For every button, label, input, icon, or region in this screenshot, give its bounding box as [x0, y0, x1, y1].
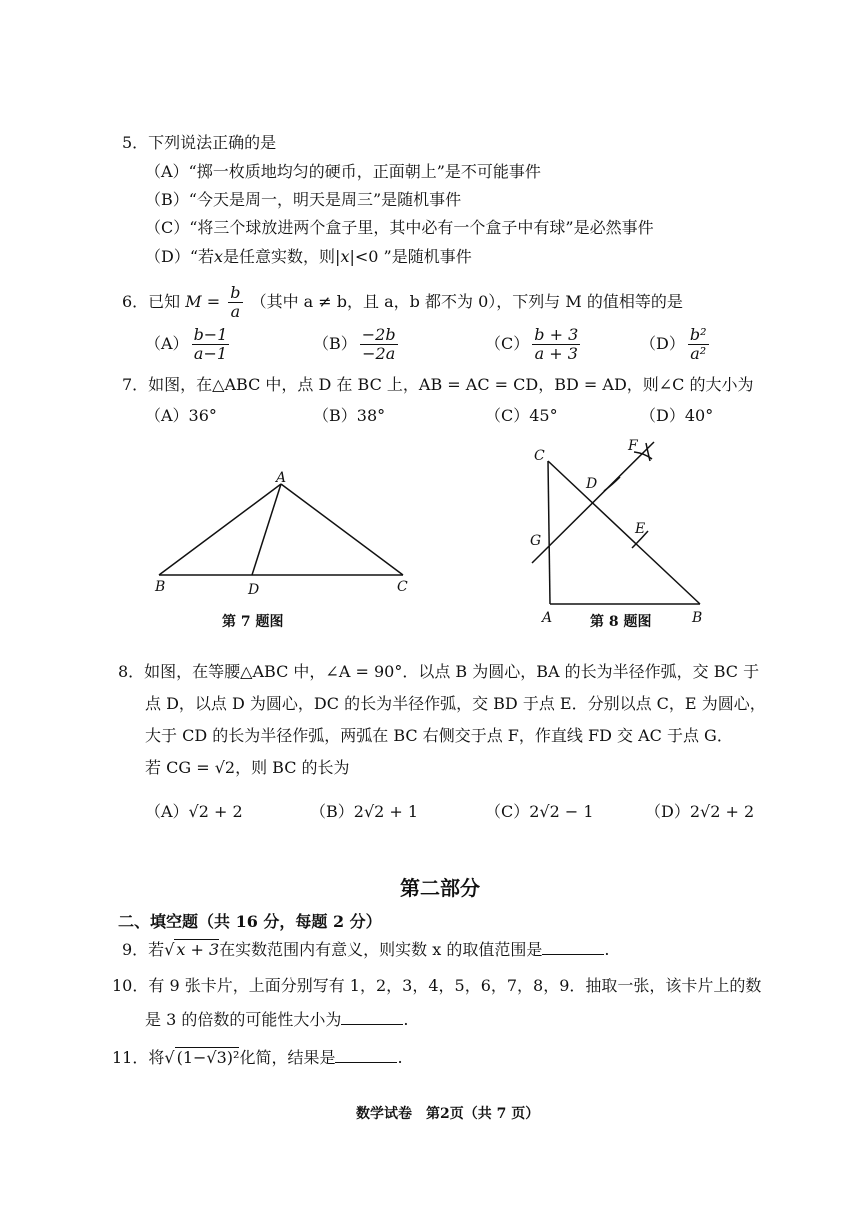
q5-option-a: （A）“掷一枚质地均匀的硬币，正面朝上”是不可能事件 — [145, 162, 541, 181]
figure-8 — [520, 435, 720, 625]
q6-fraction: $\frac{b}{a}$ — [230, 283, 241, 321]
fig8-side-cb — [548, 461, 700, 604]
q6-option-b: （B） $\frac{-2b}{-2a}$ — [313, 325, 396, 363]
q8-option-c: （C）2√2 − 1 — [485, 802, 594, 821]
fig8-arc-d — [604, 477, 620, 491]
fig7-label-b: B — [155, 579, 166, 595]
q7-option-c: （C）45° — [485, 406, 558, 425]
q5-d-pre: （D）“若 — [145, 247, 215, 266]
fig7-label-d: D — [248, 582, 260, 598]
q7-option-a: （A）36° — [145, 406, 217, 425]
q6-option-a: （A） $\frac{b-1}{a-1}$ — [145, 325, 228, 363]
q10-line-2-text: 是 3 的倍数的可能性大小为 — [145, 1010, 342, 1029]
fig8-caption: 第 8 题图 — [590, 614, 652, 630]
q5-d-var: x — [214, 247, 224, 266]
q5-option-b: （B）“今天是周一，明天是周三”是随机事件 — [145, 190, 462, 209]
q5-d-var2: x — [340, 247, 350, 266]
q10-answer-blank[interactable] — [341, 1008, 403, 1025]
q7-option-d: （D）40° — [640, 406, 714, 425]
q6-stem-pre: 6．已知 — [122, 292, 181, 311]
q8-line-2: 点 D，以点 D 为圆心，DC 的长为半径作弧，交 BD 于点 E．分别以点 C，E 为圆心， — [145, 694, 766, 713]
q11: 11．将√ (1−√3)²化简，结果是 . — [112, 1048, 403, 1067]
fig7-side-ab — [159, 484, 281, 575]
q6-option-c: （C） $\frac{b + 3}{a + 3}$ — [485, 325, 579, 363]
fig7-segment-ad — [252, 484, 281, 575]
fig8-label-f: F — [628, 438, 638, 454]
q8-option-d: （D）2√2 + 2 — [645, 802, 755, 821]
q7-option-b: （B）38° — [313, 406, 386, 425]
fig8-side-ca — [548, 461, 550, 604]
fig8-label-d: D — [586, 476, 598, 492]
part2-heading: 二、填空题（共 16 分，每题 2 分） — [118, 912, 382, 931]
q11-post: 化简，结果是 — [239, 1048, 336, 1067]
q5-option-c: （C）“将三个球放进两个盒子里，其中必有一个盒子中有球”是必然事件 — [145, 218, 654, 237]
fig8-label-e: E — [635, 521, 646, 537]
q8-option-a: （A）√2 + 2 — [145, 802, 243, 821]
q11-answer-blank[interactable] — [335, 1046, 397, 1063]
q9: 9．若√ x + 3在实数范围内有意义，则实数 x 的取值范围是 . — [122, 940, 610, 959]
q5-d-post: |<0 ”是随机事件 — [349, 247, 472, 266]
fig7-label-c: C — [397, 579, 408, 595]
q5-stem: 5．下列说法正确的是 — [122, 133, 277, 152]
q10-line-1: 10．有 9 张卡片，上面分别写有 1，2，3，4，5，6，7，8，9．抽取一张，该卡片上的数 — [112, 976, 762, 995]
q7-stem: 7．如图，在△ABC 中，点 D 在 BC 上，AB = AC = CD，BD = AD，则∠C 的大小为 — [122, 375, 754, 394]
fig8-label-g: G — [530, 533, 542, 549]
figure-7 — [145, 460, 425, 600]
q9-pre: 9．若 — [122, 940, 165, 959]
q6-option-d: （D） $\frac{\text{b²}}{\text{a²}}$ — [640, 325, 707, 363]
fig7-side-ac — [281, 484, 403, 575]
q6-stem — [122, 282, 683, 322]
page-footer: 数学试卷 第2页（共 7 页） — [356, 1106, 540, 1122]
q9-post: 在实数范围内有意义，则实数 x 的取值范围是 — [219, 940, 543, 959]
q6-stem-post: （其中 a ≠ b，且 a，b 都不为 0），下列与 M 的值相等的是 — [250, 292, 683, 311]
q10-line-2: 是 3 的倍数的可能性大小为 . — [145, 1010, 409, 1029]
part2-title: 第二部分 — [400, 876, 480, 900]
fig8-label-a: A — [542, 610, 553, 625]
q8-line-3: 大于 CD 的长为半径作弧，两弧在 BC 右侧交于点 F，作直线 FD 交 AC 于点 G． — [145, 726, 733, 745]
q11-radicand: (1−√3)² — [176, 1048, 240, 1067]
q8-option-b: （B）2√2 + 1 — [310, 802, 419, 821]
fig8-label-b: B — [692, 610, 703, 625]
fig8-label-c: C — [534, 448, 545, 464]
q11-pre: 11．将 — [112, 1048, 165, 1067]
q5-d-mid: 是任意实数，则| — [223, 247, 341, 266]
q6-m-eq: M = — [185, 292, 221, 311]
fig7-label-a: A — [276, 470, 287, 486]
q9-radicand: x + 3 — [176, 940, 220, 959]
q8-line-4: 若 CG = √2，则 BC 的长为 — [145, 758, 350, 777]
q8-line-1: 8．如图，在等腰△ABC 中，∠A = 90°．以点 B 为圆心，BA 的长为半径作弧，交 BC 于 — [118, 662, 760, 681]
fig7-caption: 第 7 题图 — [222, 614, 284, 630]
q9-answer-blank[interactable] — [542, 938, 604, 955]
q5-option-d — [145, 245, 472, 269]
